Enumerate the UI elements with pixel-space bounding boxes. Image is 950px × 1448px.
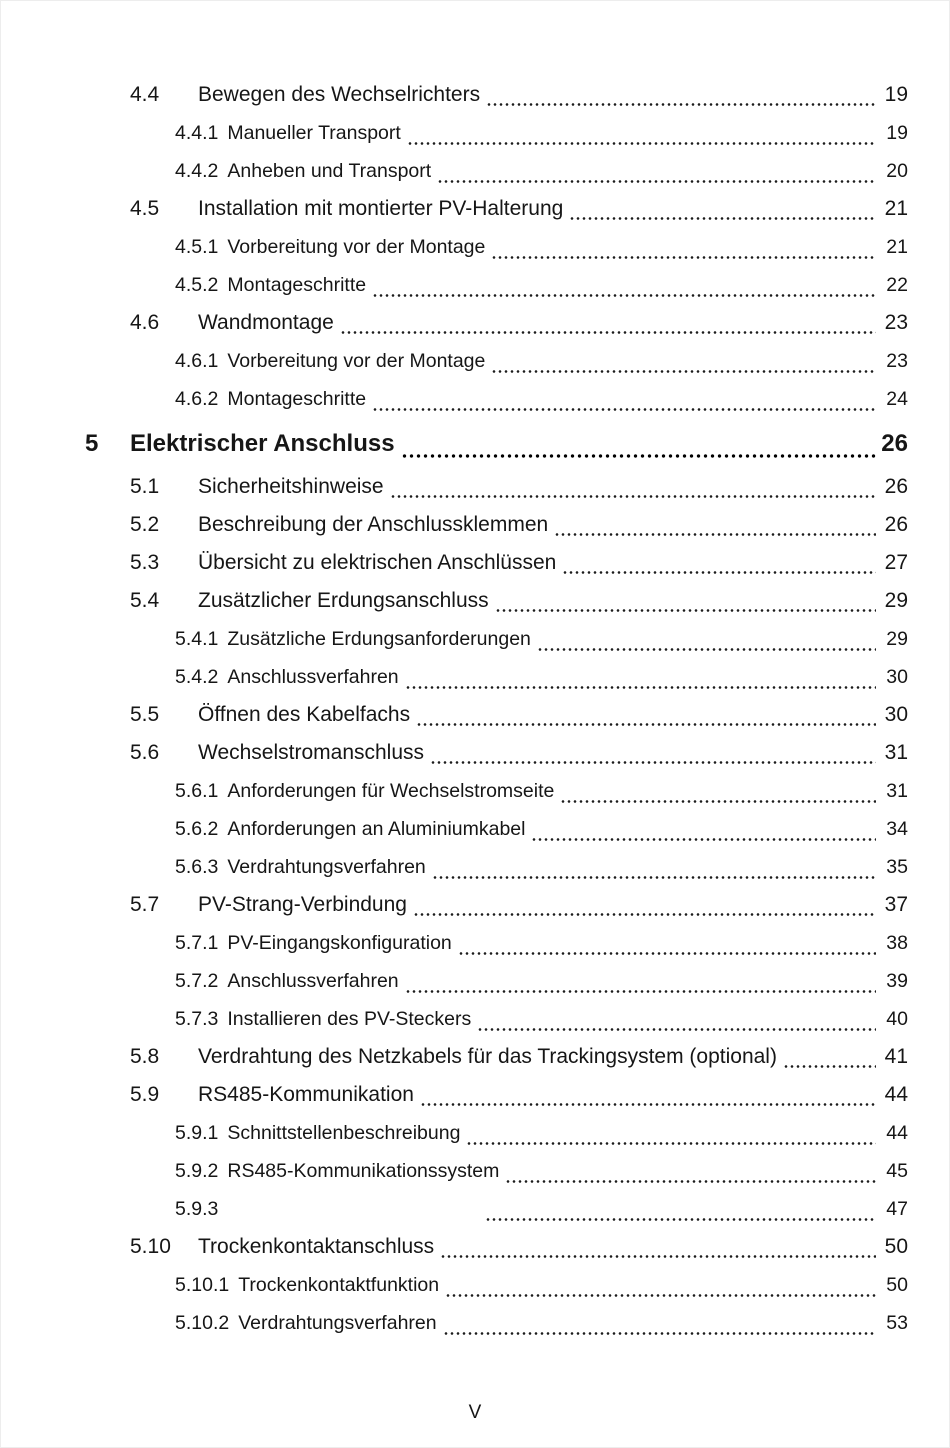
toc-leader-dots — [491, 256, 876, 259]
toc-entry[interactable] — [85, 152, 908, 190]
toc-entry-title: Bewegen des Wechselrichters — [198, 83, 481, 106]
toc-leader-dots — [440, 1255, 876, 1258]
toc-entry[interactable] — [85, 582, 908, 620]
toc-entry-page: 40 — [886, 1008, 908, 1030]
toc-entry-page: 21 — [884, 197, 908, 220]
toc-entry-number: 4.4 — [130, 83, 160, 106]
toc-entry-page: 29 — [884, 589, 908, 612]
toc-entry-title: Öffnen des Kabelfachs — [198, 703, 411, 726]
toc-entry-title: Installieren des PV-Steckers — [227, 1008, 472, 1030]
toc-entry[interactable] — [85, 421, 908, 467]
toc-entry[interactable] — [85, 962, 908, 1000]
toc-entry-number: 4.6.2 — [175, 388, 219, 410]
toc-leader-dots — [413, 913, 876, 916]
toc-entry[interactable] — [85, 848, 908, 886]
toc-entry-page: 45 — [886, 1160, 908, 1182]
toc-entry-page: 30 — [884, 703, 908, 726]
toc-list — [85, 76, 908, 1342]
toc-entry-number: 5.9.3 — [175, 1198, 219, 1220]
toc-entry-page: 35 — [886, 856, 908, 878]
toc-entry-number: 5.9.2 — [175, 1160, 219, 1182]
toc-entry-number: 4.6 — [130, 311, 160, 334]
toc-leader-dots — [405, 686, 876, 689]
toc-entry-page: 47 — [886, 1198, 908, 1220]
toc-entry[interactable] — [85, 1114, 908, 1152]
toc-entry-title: Anschlussverfahren — [227, 666, 399, 688]
toc-entry[interactable] — [85, 114, 908, 152]
toc-entry-page: 44 — [884, 1083, 908, 1106]
toc-entry-title: Anforderungen für Wechselstromseite — [227, 780, 555, 802]
toc-entry-title: Verdrahtungsverfahren — [238, 1312, 437, 1334]
toc-entry-page: 39 — [886, 970, 908, 992]
toc-entry-number: 5.10 — [130, 1235, 171, 1258]
toc-leader-dots — [420, 1103, 876, 1106]
toc-entry-page: 38 — [886, 932, 908, 954]
toc-entry-title: Wandmontage — [198, 311, 334, 334]
toc-entry-number: 5.6.2 — [175, 818, 219, 840]
toc-entry[interactable] — [85, 696, 908, 734]
toc-entry-title: Zusätzliche Erdungsanforderungen — [227, 628, 531, 650]
toc-leader-dots — [458, 952, 876, 955]
toc-leader-dots — [401, 454, 876, 458]
toc-entry-number: 4.4.2 — [175, 160, 219, 182]
toc-leader-dots — [562, 571, 876, 574]
toc-entry-number: 4.6.1 — [175, 350, 219, 372]
toc-entry-page: 34 — [886, 818, 908, 840]
toc-entry-page: 20 — [886, 160, 908, 182]
toc-entry-number: 5.7 — [130, 893, 160, 916]
toc-entry-title: Anschlussverfahren — [227, 970, 399, 992]
toc-entry-page: 22 — [886, 274, 908, 296]
toc-leader-dots — [432, 876, 876, 879]
toc-entry-page: 50 — [886, 1274, 908, 1296]
toc-leader-dots — [491, 370, 876, 373]
toc-entry-title: Wechselstromanschluss — [198, 741, 425, 764]
toc-entry-title: Beschreibung der Anschlussklemmen — [198, 513, 549, 536]
toc-leader-dots — [430, 761, 876, 764]
toc-entry[interactable] — [85, 76, 908, 114]
toc-leader-dots — [477, 1028, 876, 1031]
toc-entry-title: Montageschritte — [227, 388, 367, 410]
toc-entry-page: 31 — [886, 780, 908, 802]
toc-leader-dots — [437, 180, 876, 183]
toc-entry-title: Montageschritte — [227, 274, 367, 296]
toc-entry-title: Trockenkontaktfunktion — [238, 1274, 440, 1296]
toc-entry-number: 5.8 — [130, 1045, 160, 1068]
toc-leader-dots — [537, 648, 876, 651]
toc-entry-title: Manueller Transport — [227, 122, 401, 144]
toc-entry-page: 23 — [886, 350, 908, 372]
toc-entry-page: 29 — [886, 628, 908, 650]
toc-entry-page: 44 — [886, 1122, 908, 1144]
toc-entry-number: 5.5 — [130, 703, 160, 726]
toc-entry[interactable] — [85, 1000, 908, 1038]
toc-leader-dots — [466, 1142, 876, 1145]
toc-entry-number: 5.1 — [130, 475, 160, 498]
toc-entry[interactable] — [85, 342, 908, 380]
toc-entry-title: Anheben und Transport — [227, 160, 432, 182]
toc-entry[interactable] — [85, 1076, 908, 1114]
toc-leader-dots — [783, 1065, 876, 1068]
toc-entry-title: Übersicht zu elektrischen Anschlüssen — [198, 551, 557, 574]
toc-entry-number: 5.9.1 — [175, 1122, 219, 1144]
toc-entry-number: 5.4.2 — [175, 666, 219, 688]
footer-page-number: V — [468, 1402, 482, 1423]
toc-entry[interactable] — [85, 304, 908, 342]
toc-leader-dots — [372, 408, 876, 411]
toc-entry-page: 30 — [886, 666, 908, 688]
toc-entry-title: RS485-Kommunikation — [198, 1083, 414, 1106]
toc-entry[interactable] — [85, 1304, 908, 1342]
toc-entry[interactable] — [85, 380, 908, 418]
toc-entry-number: 4.5.1 — [175, 236, 219, 258]
toc-entry[interactable] — [85, 1266, 908, 1304]
toc-entry[interactable] — [85, 506, 908, 544]
toc-entry[interactable] — [85, 620, 908, 658]
toc-entry-number: 5.6 — [130, 741, 160, 764]
toc-entry-page: 19 — [886, 122, 908, 144]
toc-leader-dots — [569, 217, 876, 220]
toc-entry-page: 53 — [886, 1312, 908, 1334]
toc-entry-number: 5.3 — [130, 551, 160, 574]
toc-entry-title: Anforderungen an Aluminiumkabel — [227, 818, 526, 840]
toc-entry-number: 4.5 — [130, 197, 160, 220]
toc-entry-number: 5.7.2 — [175, 970, 219, 992]
toc-entry-page: 19 — [884, 83, 908, 106]
toc-entry[interactable] — [85, 924, 908, 962]
toc-entry-title: Verdrahtung des Netzkabels für das Trackingsystem (optional) — [198, 1045, 777, 1068]
toc-entry[interactable] — [85, 1190, 908, 1228]
page-footer — [0, 1402, 950, 1424]
toc-entry-page: 21 — [886, 236, 908, 258]
toc-entry-page: 23 — [884, 311, 908, 334]
toc-entry-page: 26 — [881, 430, 908, 457]
toc-entry-title: Vorbereitung vor der Montage — [227, 236, 486, 258]
toc-entry-page: 31 — [884, 741, 908, 764]
toc-entry-number: 5.6.3 — [175, 856, 219, 878]
toc-leader-dots — [445, 1294, 876, 1297]
toc-entry-page: 50 — [884, 1235, 908, 1258]
toc-entry-title: Vorbereitung vor der Montage — [227, 350, 486, 372]
toc-leader-dots — [485, 1218, 876, 1221]
toc-entry-number: 5.9 — [130, 1083, 160, 1106]
toc-entry[interactable] — [85, 190, 908, 228]
toc-entry-page: 26 — [884, 513, 908, 536]
toc-entry-page: 24 — [886, 388, 908, 410]
toc-leader-dots — [505, 1180, 876, 1183]
toc-entry-number: 4.4.1 — [175, 122, 219, 144]
toc-leader-dots — [405, 990, 876, 993]
toc-entry-page: 37 — [884, 893, 908, 916]
toc-leader-dots — [486, 103, 876, 106]
toc-entry-number: 5.4.1 — [175, 628, 219, 650]
toc-entry[interactable] — [85, 468, 908, 506]
toc-leader-dots — [416, 723, 876, 726]
toc-entry-title: RS485-Kommunikationssystem — [227, 1160, 500, 1182]
toc-entry-title: Elektrischer Anschluss — [130, 430, 395, 457]
toc-entry[interactable] — [85, 1152, 908, 1190]
toc-entry-page: 26 — [884, 475, 908, 498]
toc-entry[interactable] — [85, 658, 908, 696]
toc-entry-title: PV-Strang-Verbindung — [198, 893, 407, 916]
toc-entry-number: 5.10.1 — [175, 1274, 230, 1296]
toc-entry-page: 41 — [884, 1045, 908, 1068]
toc-entry-page: 27 — [884, 551, 908, 574]
toc-entry-title: Trockenkontaktanschluss — [198, 1235, 435, 1258]
toc-entry-number: 5.7.3 — [175, 1008, 219, 1030]
toc-leader-dots — [390, 495, 876, 498]
toc-entry[interactable] — [85, 1038, 908, 1076]
toc-entry-number: 5 — [85, 430, 99, 457]
toc-entry[interactable] — [85, 734, 908, 772]
toc-entry[interactable] — [85, 772, 908, 810]
toc-entry-number: 5.4 — [130, 589, 160, 612]
toc-entry-number: 4.5.2 — [175, 274, 219, 296]
toc-entry[interactable] — [85, 266, 908, 304]
toc-entry-number: 5.7.1 — [175, 932, 219, 954]
toc-entry[interactable] — [85, 544, 908, 582]
toc-entry-number: 5.6.1 — [175, 780, 219, 802]
toc-entry[interactable] — [85, 810, 908, 848]
toc-entry-title: Installation mit montierter PV-Halterung — [198, 197, 564, 220]
toc-entry-title: Zusätzlicher Erdungsanschluss — [198, 589, 489, 612]
toc-leader-dots — [554, 533, 876, 536]
toc-entry-number: 5.10.2 — [175, 1312, 230, 1334]
toc-entry-title: PV-Eingangskonfiguration — [227, 932, 452, 954]
toc-leader-dots — [372, 294, 876, 297]
toc-entry-title: Schnittstellenbeschreibung — [227, 1122, 461, 1144]
toc-leader-dots — [340, 331, 876, 334]
toc-entry-title: Sicherheitshinweise — [198, 475, 384, 498]
toc-entry[interactable] — [85, 228, 908, 266]
toc-leader-dots — [531, 838, 876, 841]
toc-entry-number: 5.2 — [130, 513, 160, 536]
toc-leader-dots — [560, 800, 876, 803]
toc-entry-title: Verdrahtungsverfahren — [227, 856, 426, 878]
toc-leader-dots — [443, 1332, 876, 1335]
toc-leader-dots — [495, 609, 876, 612]
toc-entry[interactable] — [85, 886, 908, 924]
toc-leader-dots — [407, 142, 876, 145]
toc-entry[interactable] — [85, 1228, 908, 1266]
